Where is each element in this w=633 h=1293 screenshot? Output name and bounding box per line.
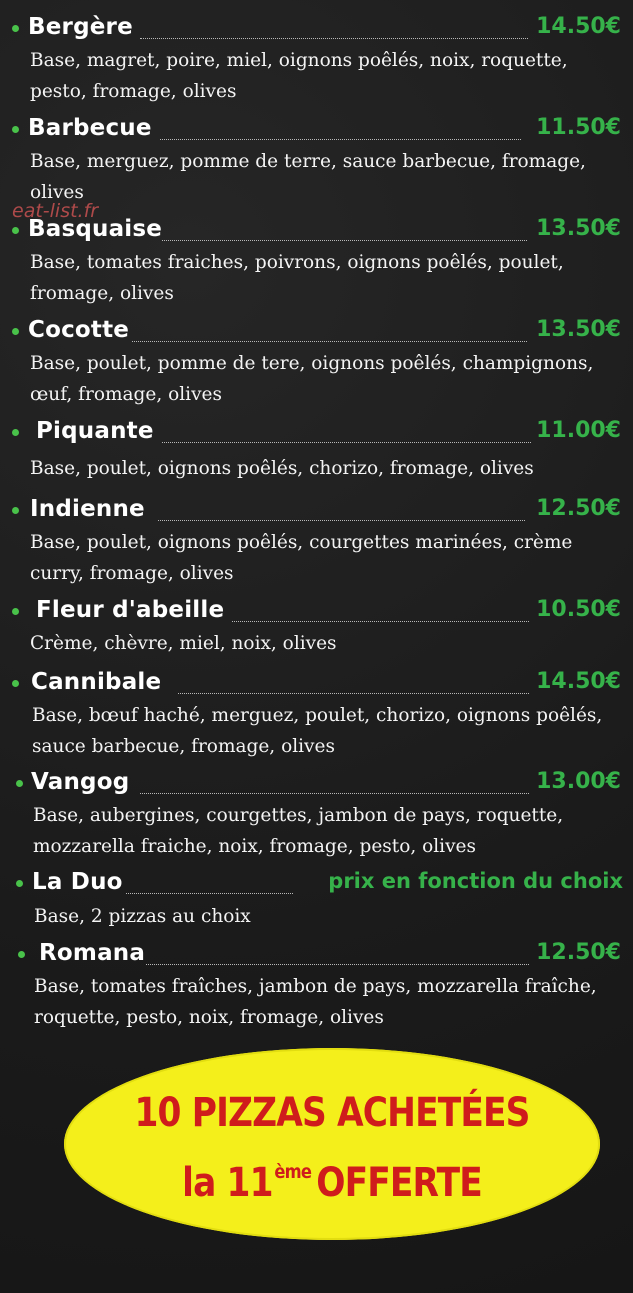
item-name: Indienne (30, 496, 145, 522)
promo-badge (64, 1048, 600, 1240)
promo-line-1: 10 PIZZAS ACHETÉES (134, 1090, 530, 1136)
item-price: 13.50€ (536, 216, 621, 241)
menu-item-title-row (0, 767, 633, 801)
item-description: Crème, chèvre, miel, noix, olives (30, 633, 337, 654)
item-description: Base, bœuf haché, merguez, poulet, chorizo, oignons poêlés, sauce barbecue, fromage, olives (32, 705, 603, 757)
menu-item-title-row (0, 315, 633, 349)
dotted-leader (132, 341, 527, 342)
dotted-leader (158, 520, 525, 521)
item-price: 14.50€ (536, 669, 621, 694)
dotted-leader (162, 240, 527, 241)
item-name: Cannibale (31, 669, 162, 695)
item-price: 11.00€ (536, 418, 621, 443)
bullet-icon (12, 25, 19, 32)
bullet-icon (12, 429, 19, 436)
item-price: prix en fonction du choix (328, 869, 623, 893)
item-price: 13.00€ (536, 769, 621, 794)
item-description: Base, poulet, pomme de tere, oignons poêlés, champignons, œuf, fromage, olives (30, 353, 594, 405)
item-name: Barbecue (28, 115, 152, 141)
item-description: Base, merguez, pomme de terre, sauce barbecue, fromage, olives (30, 151, 586, 203)
dotted-leader (126, 893, 293, 894)
item-description: Base, 2 pizzas au choix (34, 906, 251, 927)
menu-item-title-row (0, 867, 633, 901)
item-description: Base, poulet, oignons poêlés, chorizo, fromage, olives (30, 458, 534, 479)
item-description: Base, poulet, oignons poêlés, courgettes marinées, crème curry, fromage, olives (30, 532, 573, 584)
item-price: 13.50€ (536, 317, 621, 342)
dotted-leader (146, 964, 529, 965)
item-name: Bergère (28, 14, 133, 40)
bullet-icon (16, 780, 23, 787)
bullet-icon (12, 507, 19, 514)
promo-line-2-sup: ème (274, 1161, 312, 1183)
bullet-icon (12, 227, 19, 234)
bullet-icon (12, 680, 19, 687)
menu-item-title-row (0, 416, 633, 450)
dotted-leader (178, 693, 529, 694)
item-price: 14.50€ (536, 14, 621, 39)
watermark: eat-list.fr (12, 200, 99, 222)
menu-item-title-row (0, 494, 633, 528)
dotted-leader (232, 621, 529, 622)
item-description: Base, magret, poire, miel, oignons poêlés, noix, roquette, pesto, fromage, olives (30, 50, 568, 102)
bullet-icon (12, 608, 19, 615)
item-price: 12.50€ (536, 940, 621, 965)
menu-item-title-row (0, 667, 633, 701)
bullet-icon (12, 328, 19, 335)
item-description: Base, tomates fraîches, jambon de pays, mozzarella fraîche, roquette, pesto, noix, fromage, olives (34, 976, 597, 1028)
promo-line-2-prefix: la 11 (182, 1160, 273, 1206)
bullet-icon (12, 126, 19, 133)
dotted-leader (162, 442, 531, 443)
dotted-leader (140, 793, 529, 794)
bullet-icon (18, 951, 25, 958)
item-name: Vangog (31, 769, 130, 795)
promo-line-2-suffix: OFFERTE (316, 1160, 482, 1206)
item-description: Base, aubergines, courgettes, jambon de pays, roquette, mozzarella fraiche, noix, fromage, pesto, olives (33, 805, 564, 857)
item-name: Romana (39, 940, 146, 966)
item-name: Basquaise (28, 216, 163, 242)
menu-item-title-row (0, 938, 633, 972)
item-name: Fleur d'abeille (36, 597, 225, 623)
bullet-icon (16, 880, 23, 887)
item-name: La Duo (32, 869, 123, 895)
menu-item-title-row (0, 12, 633, 46)
item-name: Piquante (36, 418, 154, 444)
dotted-leader (160, 139, 521, 140)
item-price: 10.50€ (536, 597, 621, 622)
item-price: 11.50€ (536, 115, 621, 140)
item-description: Base, tomates fraiches, poivrons, oignons poêlés, poulet, fromage, olives (30, 252, 564, 304)
menu-item-title-row (0, 113, 633, 147)
dotted-leader (140, 38, 528, 39)
item-price: 12.50€ (536, 496, 621, 521)
promo-line-2 (102, 1160, 563, 1206)
menu-item-title-row (0, 595, 633, 629)
item-name: Cocotte (28, 317, 130, 343)
